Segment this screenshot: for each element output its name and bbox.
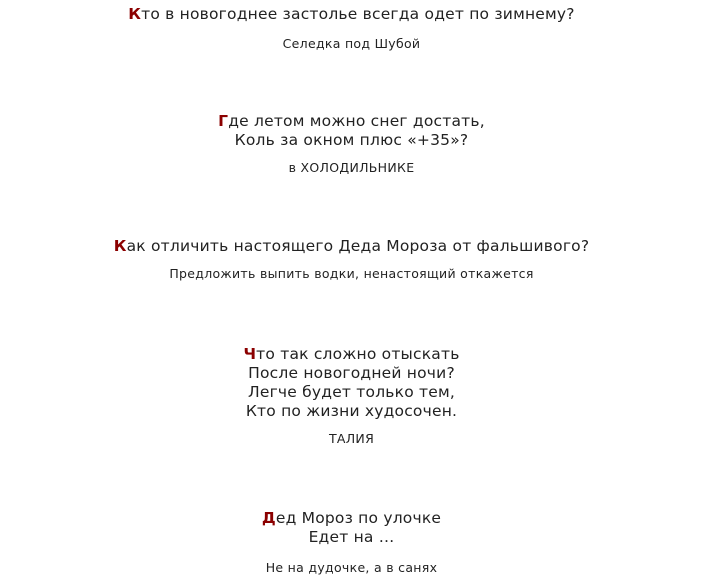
riddle-1: [0, 5, 703, 52]
riddle-question: [0, 237, 703, 256]
question-line: [0, 528, 703, 547]
riddle-question: [0, 345, 703, 421]
riddle-answer: Не на дудочке, а в санях: [265, 560, 438, 575]
drop-cap: К: [128, 5, 142, 23]
riddle-question: [0, 5, 703, 24]
question-text: Едет на …: [308, 528, 395, 546]
riddle-answer: Селедка под Шубой: [282, 36, 421, 51]
question-text: то в новогоднее застолье всегда одет по зимнему?: [141, 5, 575, 23]
question-text: то так сложно отыскать: [256, 345, 460, 363]
question-line: [0, 345, 703, 364]
question-line: [0, 364, 703, 383]
question-line: [0, 402, 703, 421]
riddle-5: [0, 509, 703, 576]
question-text: Легче будет только тем,: [247, 383, 455, 401]
riddle-question: [0, 509, 703, 547]
riddle-answer: в ХОЛОДИЛЬНИКЕ: [288, 160, 415, 175]
question-text: ед Мороз по улочке: [275, 509, 442, 527]
riddle-4: [0, 345, 703, 447]
question-line: [0, 237, 703, 256]
drop-cap: Ч: [243, 345, 257, 363]
drop-cap: Д: [261, 509, 276, 527]
question-line: [0, 383, 703, 402]
riddle-2: [0, 112, 703, 176]
riddle-question: [0, 112, 703, 150]
question-line: [0, 5, 703, 24]
riddle-answer: ТАЛИЯ: [328, 431, 375, 446]
question-line: [0, 131, 703, 150]
riddle-answer: Предложить выпить водки, ненастоящий откажется: [169, 266, 534, 281]
question-text: ак отличить настоящего Деда Мороза от фальшивого?: [126, 237, 590, 255]
question-line: [0, 112, 703, 131]
riddle-3: [0, 237, 703, 282]
drop-cap: К: [113, 237, 127, 255]
drop-cap: Г: [218, 112, 229, 130]
question-text: де летом можно снег достать,: [228, 112, 485, 130]
question-text: Коль за окном плюс «+35»?: [234, 131, 469, 149]
question-text: После новогодней ночи?: [248, 364, 455, 382]
question-line: [0, 509, 703, 528]
question-text: Кто по жизни худосочен.: [245, 402, 458, 420]
